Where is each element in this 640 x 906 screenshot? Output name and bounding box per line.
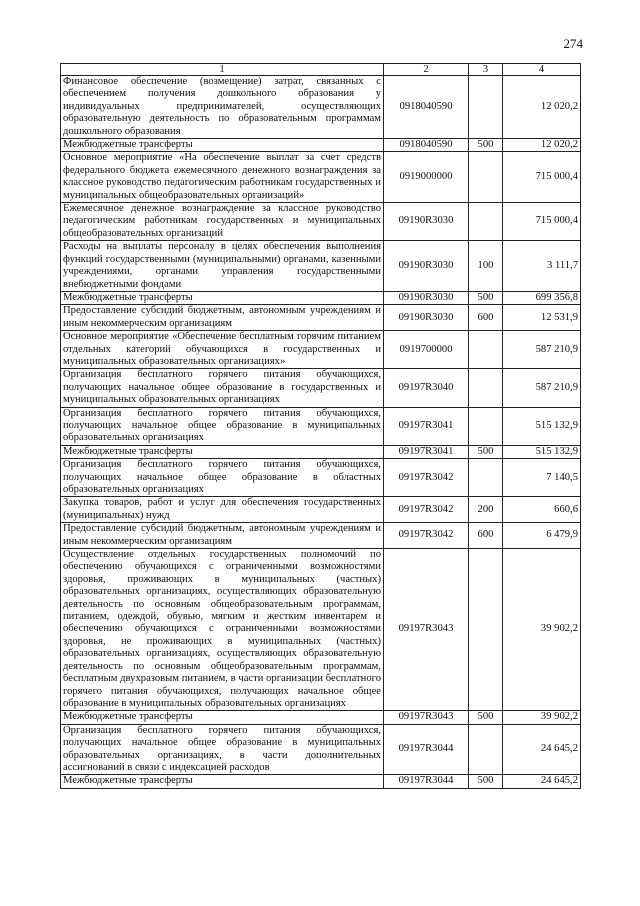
row-type: 500	[469, 139, 503, 152]
row-type: 500	[469, 445, 503, 458]
row-code: 09190R3030	[384, 291, 469, 304]
row-code: 0918040590	[384, 139, 469, 152]
table-row	[61, 139, 581, 152]
row-code: 0919700000	[384, 331, 469, 369]
row-name: Межбюджетные трансферты	[61, 291, 384, 304]
column-header-type: 3	[469, 64, 503, 76]
row-name: Закупка товаров, работ и услуг для обеспечения государственных (муниципальных) нужд	[61, 497, 384, 523]
row-code: 09197R3042	[384, 497, 469, 523]
row-type: 100	[469, 241, 503, 292]
row-code: 09197R3044	[384, 775, 469, 788]
row-type	[469, 203, 503, 241]
row-sum: 39 902,2	[503, 549, 581, 711]
row-name: Предоставление субсидий бюджетным, автономным учреждениям и иным некоммерческим организациям	[61, 523, 384, 549]
row-code: 09197R3042	[384, 459, 469, 497]
table-row	[61, 152, 581, 203]
table-row	[61, 369, 581, 407]
row-name: Межбюджетные трансферты	[61, 139, 384, 152]
row-code: 09190R3030	[384, 203, 469, 241]
row-code: 09197R3043	[384, 549, 469, 711]
row-type	[469, 407, 503, 445]
row-name: Межбюджетные трансферты	[61, 775, 384, 788]
row-name: Предоставление субсидий бюджетным, автономным учреждениям и иным некоммерческим организациям	[61, 305, 384, 331]
row-code: 09197R3044	[384, 724, 469, 775]
row-code: 09190R3030	[384, 241, 469, 292]
row-sum: 515 132,9	[503, 407, 581, 445]
column-header-sum: 4	[503, 64, 581, 76]
row-sum: 6 479,9	[503, 523, 581, 549]
row-sum: 39 902,2	[503, 711, 581, 724]
row-type	[469, 369, 503, 407]
row-sum: 587 210,9	[503, 331, 581, 369]
row-code: 09197R3043	[384, 711, 469, 724]
table-row	[61, 305, 581, 331]
table-row	[61, 291, 581, 304]
row-type: 500	[469, 775, 503, 788]
table-row	[61, 497, 581, 523]
row-type	[469, 724, 503, 775]
row-type	[469, 152, 503, 203]
row-type	[469, 459, 503, 497]
row-name: Организация бесплатного горячего питания обучающихся, получающих начальное общее образование в государственных и муниципальных образовательных организациях	[61, 369, 384, 407]
table-header-row	[61, 64, 581, 76]
row-name: Финансовое обеспечение (возмещение) затрат, связанных с обеспечением получения дошкольного образования у индивидуальных предпринимателей, осуществляющих образовательную деятельность по образовательным программам дошкольного образования	[61, 76, 384, 139]
row-sum: 515 132,9	[503, 445, 581, 458]
table-row	[61, 445, 581, 458]
row-type: 600	[469, 305, 503, 331]
row-name: Основное мероприятие «На обеспечение выплат за счет средств федерального бюджета ежемесячного денежного вознаграждения за классное руководство педагогическим работникам государственных и муниципальных общеобразовательных организаций»	[61, 152, 384, 203]
row-sum: 12 020,2	[503, 139, 581, 152]
row-name: Межбюджетные трансферты	[61, 445, 384, 458]
table-row	[61, 331, 581, 369]
table-row	[61, 775, 581, 788]
table-row	[61, 241, 581, 292]
row-name: Организация бесплатного горячего питания обучающихся, получающих начальное общее образование в муниципальных образовательных организациях, в части дополнительных ассигнований в связи с индексацией расходов	[61, 724, 384, 775]
row-code: 09197R3042	[384, 523, 469, 549]
row-name: Расходы на выплаты персоналу в целях обеспечения выполнения функций государственными (муниципальными) органами, казенными учреждениями, органами управления государственными внебюджетными фондами	[61, 241, 384, 292]
row-name: Осуществление отдельных государственных полномочий по обеспечению обучающихся с ограниченными возможностями здоровья, проживающих в муниципальных (частных) образовательных организациях, осуществляющих образовательную деятельность по основным общеобразовательным программам, питанием, одеждой, обувью, мягким и жестким инвентарем и обеспечению обучающихся с ограниченными возможностями здоровья, не проживающих в муниципальных (частных) образовательных организациях, осуществляющих образовательную деятельность по основным общеобразовательным программам, бесплатным двухразовым питанием, в части организации бесплатного горячего питания обучающихся, получающих начальное общее образование в муниципальных образовательных организациях	[61, 549, 384, 711]
row-sum: 699 356,8	[503, 291, 581, 304]
budget-table	[60, 63, 581, 789]
row-type	[469, 331, 503, 369]
row-sum: 587 210,9	[503, 369, 581, 407]
table-row	[61, 76, 581, 139]
row-sum: 3 111,7	[503, 241, 581, 292]
row-type: 500	[469, 291, 503, 304]
row-sum: 24 645,2	[503, 775, 581, 788]
row-code: 09197R3040	[384, 369, 469, 407]
column-header-code: 2	[384, 64, 469, 76]
row-type: 200	[469, 497, 503, 523]
row-code: 0918040590	[384, 76, 469, 139]
row-type: 600	[469, 523, 503, 549]
row-type	[469, 549, 503, 711]
column-header-name: 1	[61, 64, 384, 76]
table-row	[61, 724, 581, 775]
row-code: 09197R3041	[384, 407, 469, 445]
row-code: 09190R3030	[384, 305, 469, 331]
table-row	[61, 407, 581, 445]
row-code: 0919000000	[384, 152, 469, 203]
table-row	[61, 549, 581, 711]
row-type: 500	[469, 711, 503, 724]
row-sum: 715 000,4	[503, 203, 581, 241]
row-name: Организация бесплатного горячего питания обучающихся, получающих начальное общее образование в муниципальных образовательных организациях	[61, 407, 384, 445]
row-name: Межбюджетные трансферты	[61, 711, 384, 724]
table-row	[61, 711, 581, 724]
table-row	[61, 459, 581, 497]
row-sum: 7 140,5	[503, 459, 581, 497]
row-sum: 24 645,2	[503, 724, 581, 775]
table-row	[61, 523, 581, 549]
row-type	[469, 76, 503, 139]
row-name: Основное мероприятие «Обеспечение бесплатным горячим питанием отдельных категорий обучающихся в государственных и муниципальных образовательных организациях»	[61, 331, 384, 369]
row-sum: 660,6	[503, 497, 581, 523]
row-sum: 715 000,4	[503, 152, 581, 203]
row-name: Организация бесплатного горячего питания обучающихся, получающих начальное общее образование в областных образовательных организациях	[61, 459, 384, 497]
row-sum: 12 531,9	[503, 305, 581, 331]
page-number: 274	[563, 36, 583, 51]
row-sum: 12 020,2	[503, 76, 581, 139]
table-row	[61, 203, 581, 241]
row-code: 09197R3041	[384, 445, 469, 458]
row-name: Ежемесячное денежное вознаграждение за классное руководство педагогическим работникам государственных и муниципальных общеобразовательных организаций	[61, 203, 384, 241]
